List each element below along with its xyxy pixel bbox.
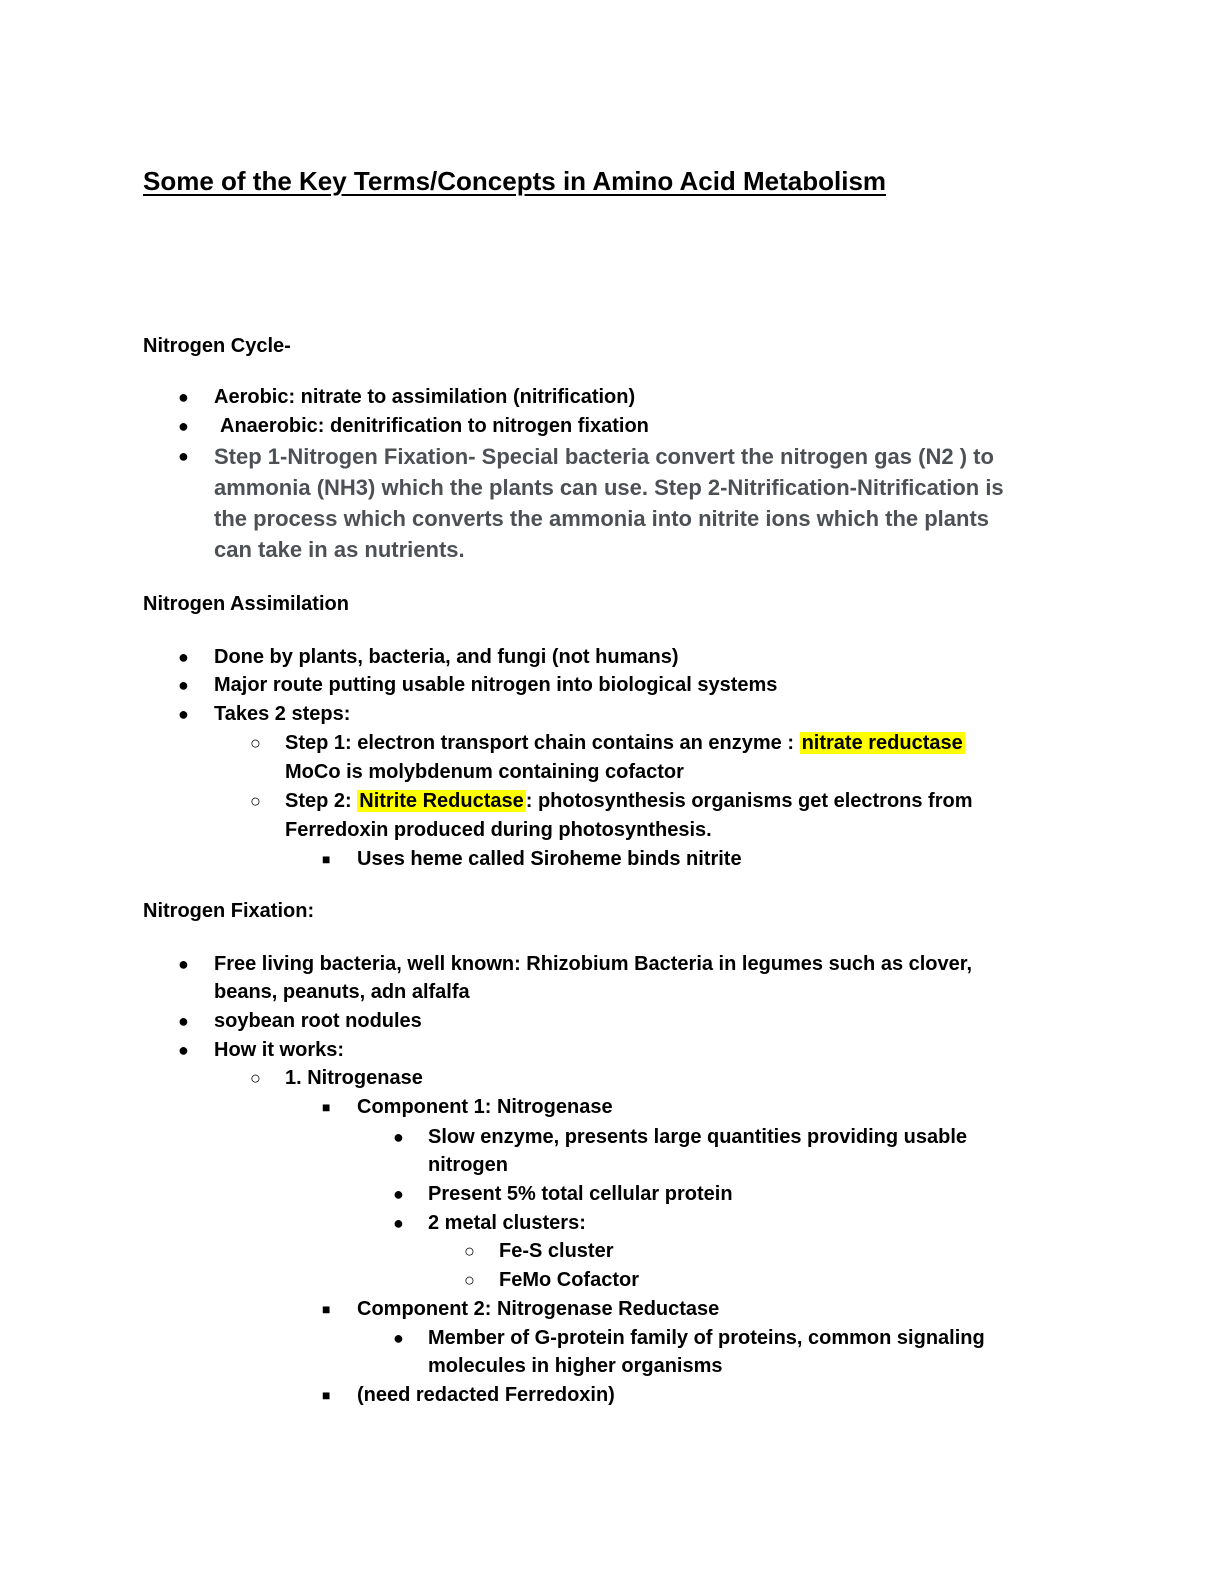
list-item: Anaerobic: denitrification to nitrogen fixation — [220, 415, 649, 437]
list-item: Member of G-protein family of proteins, common signaling — [428, 1327, 985, 1349]
list-item: Component 2: Nitrogenase Reductase — [357, 1298, 720, 1320]
disc-bullet-icon: ● — [178, 704, 189, 724]
circle-bullet-icon: ○ — [250, 791, 261, 811]
circle-bullet-icon: ○ — [464, 1241, 475, 1261]
list-item: Takes 2 steps: — [214, 703, 351, 725]
list-item: Uses heme called Siroheme binds nitrite — [357, 848, 742, 870]
step-2-label: Step 2: — [285, 790, 352, 812]
square-bullet-icon: ■ — [322, 1387, 331, 1403]
list-item-text-line: molecules in higher organisms — [428, 1355, 723, 1377]
list-item: soybean root nodules — [214, 1010, 422, 1032]
disc-bullet-icon: ● — [393, 1213, 404, 1233]
list-item: Slow enzyme, presents large quantities providing usable — [428, 1126, 968, 1148]
list-item: How it works: — [214, 1039, 345, 1061]
list-item: FeMo Cofactor — [499, 1269, 639, 1291]
list-item: Free living bacteria, well known: Rhizobium Bacteria in legumes such as clover, — [214, 953, 973, 975]
disc-bullet-icon: ● — [178, 647, 189, 667]
section-heading-nitrogen-cycle: Nitrogen Cycle- — [143, 335, 291, 357]
disc-bullet-icon: ● — [178, 1011, 189, 1031]
circle-bullet-icon: ○ — [250, 1068, 261, 1088]
disc-bullet-icon: ● — [393, 1127, 404, 1147]
square-bullet-icon: ■ — [322, 1301, 331, 1317]
list-item-text-line: Ferredoxin produced during photosynthesis. — [285, 819, 712, 841]
disc-bullet-icon: ● — [393, 1184, 404, 1204]
list-item — [285, 729, 965, 757]
section-heading-nitrogen-assimilation: Nitrogen Assimilation — [143, 593, 349, 615]
section-heading-nitrogen-fixation: Nitrogen Fixation: — [143, 900, 315, 922]
step-1-text: Step 1: electron transport chain contains an enzyme : — [285, 732, 795, 754]
list-item: Major route putting usable nitrogen into biological systems — [214, 674, 778, 696]
disc-bullet-icon: ● — [178, 954, 189, 974]
step-2-text: : photosynthesis organisms get electrons from — [525, 790, 973, 812]
square-bullet-icon: ■ — [322, 1099, 331, 1115]
list-item-text-line: beans, peanuts, adn alfalfa — [214, 981, 470, 1003]
list-item: 1. Nitrogenase — [285, 1067, 423, 1089]
list-item-text-line: the process which converts the ammonia into nitrite ions which the plants — [214, 506, 990, 531]
list-item-text-line: ammonia (NH3) which the plants can use. Step 2-Nitrification-Nitrification is — [214, 475, 1004, 500]
highlight-nitrate-reductase: nitrate reductase — [801, 732, 963, 754]
square-bullet-icon: ■ — [322, 851, 331, 867]
list-item-text-line: can take in as nutrients. — [214, 537, 465, 562]
disc-bullet-icon: ● — [178, 675, 189, 695]
list-item — [285, 787, 973, 815]
disc-bullet-icon: ● — [393, 1328, 404, 1348]
list-item-text-line: Step 1-Nitrogen Fixation- Special bacteria convert the nitrogen gas (N2 ) to — [214, 444, 994, 469]
list-item: 2 metal clusters: — [428, 1212, 586, 1234]
disc-bullet-icon: ● — [178, 446, 189, 466]
list-item-text-line: nitrogen — [428, 1154, 508, 1176]
page-title: Some of the Key Terms/Concepts in Amino Acid Metabolism — [143, 166, 887, 196]
disc-bullet-icon: ● — [178, 387, 189, 407]
disc-bullet-icon: ● — [178, 416, 189, 436]
disc-bullet-icon: ● — [178, 1040, 189, 1060]
highlight-nitrite-reductase: Nitrite Reductase — [359, 790, 524, 812]
list-item: Done by plants, bacteria, and fungi (not humans) — [214, 646, 679, 668]
circle-bullet-icon: ○ — [250, 733, 261, 753]
list-item: Component 1: Nitrogenase — [357, 1096, 613, 1118]
list-item: Aerobic: nitrate to assimilation (nitrification) — [214, 386, 636, 408]
list-item: Present 5% total cellular protein — [428, 1183, 733, 1205]
list-item: Fe-S cluster — [499, 1240, 614, 1262]
list-item-text-line: MoCo is molybdenum containing cofactor — [285, 761, 684, 783]
circle-bullet-icon: ○ — [464, 1270, 475, 1290]
list-item: (need redacted Ferredoxin) — [357, 1384, 615, 1406]
